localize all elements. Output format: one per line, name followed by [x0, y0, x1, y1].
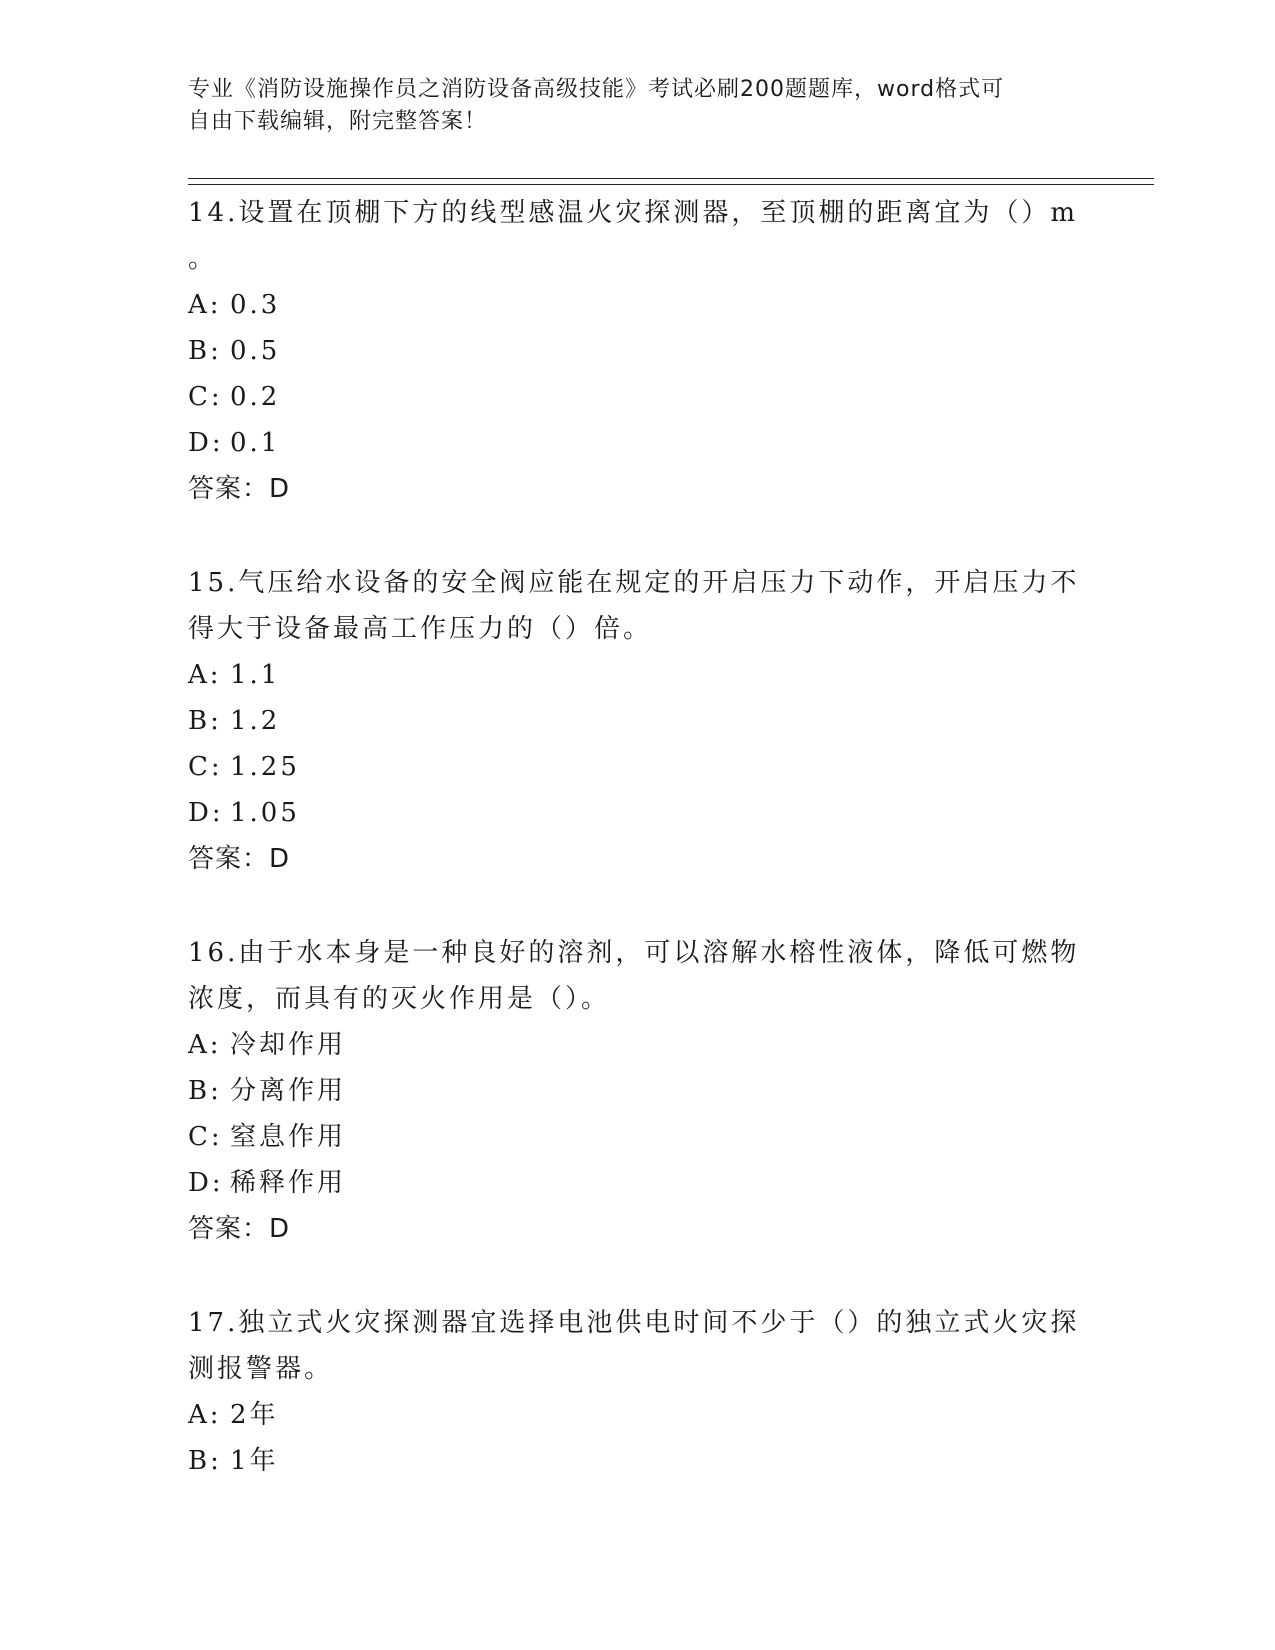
option-c [188, 1114, 1088, 1160]
question-stem [188, 1300, 1088, 1392]
question-stem-line: 得大于设备最高工作压力的（）倍。 [188, 614, 653, 644]
option-letter: A: [188, 290, 222, 320]
question-14 [188, 190, 1088, 512]
option-text: 1年 [230, 1446, 279, 1476]
option-text: 1.05 [230, 798, 300, 828]
question-17 [188, 1300, 1088, 1484]
question-stem-line: 测报警器。 [188, 1354, 334, 1384]
option-text: 分离作用 [230, 1076, 347, 1106]
option-b [188, 1438, 1088, 1484]
answer-line: 答案：D [188, 474, 291, 504]
question-stem [188, 930, 1088, 1022]
header-rule-top [188, 178, 1154, 179]
option-a [188, 1392, 1088, 1438]
answer-line: 答案：D [188, 1214, 291, 1244]
question-stem [188, 560, 1088, 652]
option-a [188, 1022, 1088, 1068]
header-line-1: 专业《消防设施操作员之消防设备高级技能》考试必刷200题题库，word格式可 [188, 77, 1005, 102]
option-text: 稀释作用 [230, 1168, 347, 1198]
option-c [188, 744, 1088, 790]
option-a [188, 652, 1088, 698]
option-text: 1.1 [230, 660, 281, 690]
option-d [188, 420, 1088, 466]
option-text: 0.3 [230, 290, 281, 320]
option-letter: C: [188, 382, 223, 412]
option-d [188, 1160, 1088, 1206]
header-line-2: 自由下载编辑，附完整答案！ [188, 109, 488, 134]
option-b [188, 698, 1088, 744]
option-text: 0.1 [230, 428, 281, 458]
option-letter: A: [188, 1030, 222, 1060]
question-list [188, 190, 1088, 1532]
option-letter: D: [188, 428, 224, 458]
question-stem-line: 浓度，而具有的灭火作用是（）。 [188, 984, 611, 1014]
option-letter: A: [188, 660, 222, 690]
option-text: 1.2 [230, 706, 281, 736]
option-a [188, 282, 1088, 328]
question-15 [188, 560, 1088, 882]
option-text: 0.2 [230, 382, 281, 412]
option-text: 冷却作用 [230, 1030, 347, 1060]
option-c [188, 374, 1088, 420]
option-letter: B: [188, 706, 222, 736]
option-letter: C: [188, 1122, 223, 1152]
option-letter: C: [188, 752, 223, 782]
header-rule-bottom [188, 184, 1154, 185]
option-b [188, 328, 1088, 374]
question-stem-line: 14.设置在顶棚下方的线型感温火灾探测器，至顶棚的距离宜为（）m [188, 198, 1079, 228]
option-letter: A: [188, 1400, 222, 1430]
option-b [188, 1068, 1088, 1114]
option-text: 窒息作用 [230, 1122, 347, 1152]
question-stem [188, 190, 1088, 282]
question-stem-line: 17.独立式火灾探测器宜选择电池供电时间不少于（）的独立式火灾探 [188, 1308, 1080, 1338]
option-d [188, 790, 1088, 836]
answer-line: 答案：D [188, 844, 291, 874]
option-letter: B: [188, 1446, 222, 1476]
option-text: 0.5 [230, 336, 281, 366]
question-stem-line: 16.由于水本身是一种良好的溶剂，可以溶解水榕性液体，降低可燃物 [188, 938, 1080, 968]
option-letter: B: [188, 336, 222, 366]
question-stem-line: 。 [188, 244, 218, 274]
option-letter: B: [188, 1076, 222, 1106]
option-letter: D: [188, 798, 224, 828]
question-stem-line: 15.气压给水设备的安全阀应能在规定的开启压力下动作，开启压力不 [188, 568, 1080, 598]
option-text: 1.25 [230, 752, 300, 782]
option-letter: D: [188, 1168, 224, 1198]
question-16 [188, 930, 1088, 1252]
option-text: 2年 [230, 1400, 279, 1430]
document-header [188, 74, 1088, 138]
